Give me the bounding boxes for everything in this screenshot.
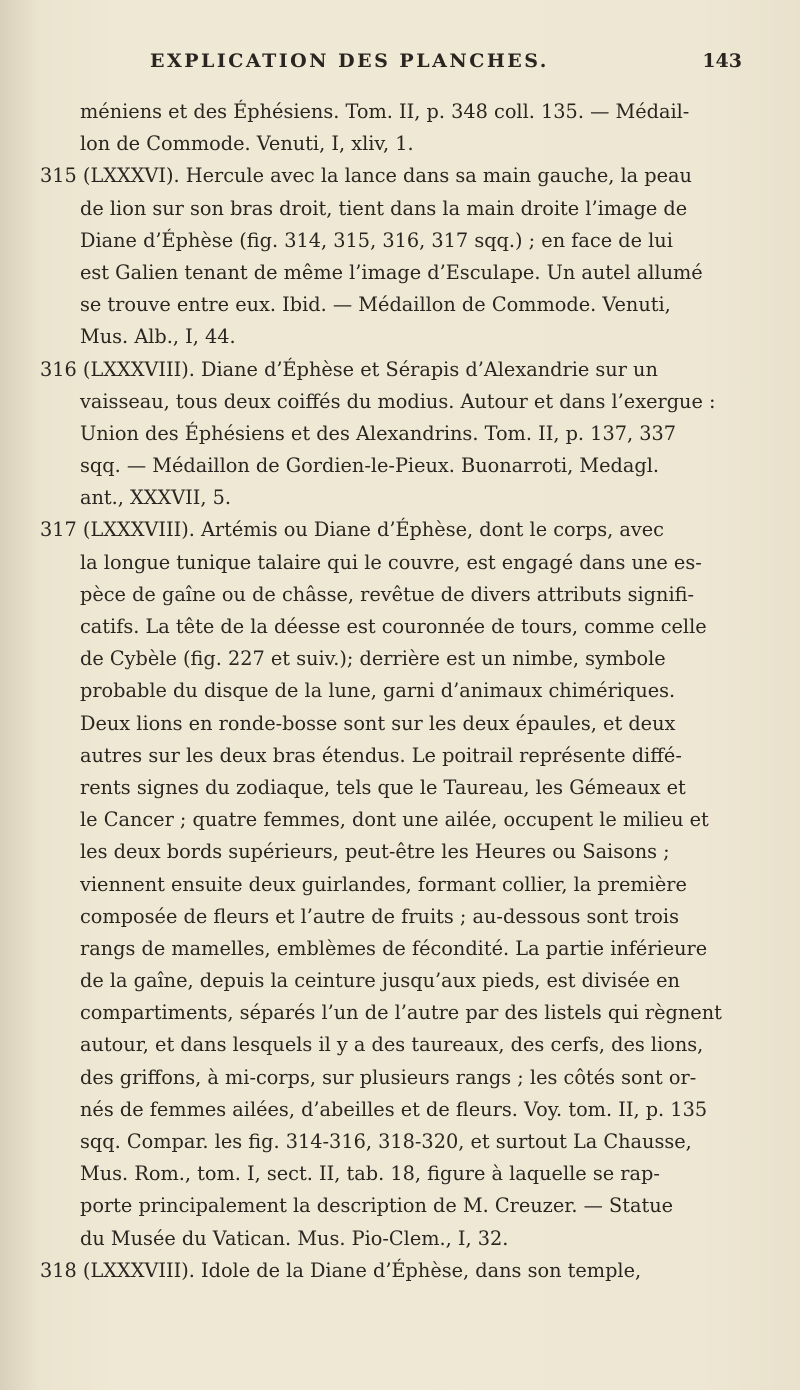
text-line: se trouve entre eux. Ibid. — Médaillon de Commode. Venuti, xyxy=(80,293,671,317)
text-line: autres sur les deux bras étendus. Le poitrail représente diffé- xyxy=(80,743,682,767)
text-line: compartiments, séparés l’un de l’autre par des listels qui règnent xyxy=(80,1001,722,1025)
text-line: sqq. — Médaillon de Gordien-le-Pieux. Buonarroti, Medagl. xyxy=(80,454,660,478)
text-line: de Cybèle (fig. 227 et suiv.); derrière est un nimbe, symbole xyxy=(80,647,666,671)
text-line: est Galien tenant de même l’image d’Esculape. Un autel allumé xyxy=(80,260,703,284)
text-line: viennent ensuite deux guirlandes, formant collier, la première xyxy=(80,872,687,896)
text-line: lon de Commode. Venuti, I, xliv, 1. xyxy=(80,132,414,156)
text-line: de lion sur son bras droit, tient dans la main droite l’image de xyxy=(80,196,688,220)
text-line: composée de fleurs et l’autre de fruits ; au-dessous sont trois xyxy=(80,904,679,928)
entry-line: 317 (LXXXVIII). Artémis ou Diane d’Éphèse, dont le corps, avec xyxy=(40,518,664,542)
text-line: Mus. Rom., tom. I, sect. II, tab. 18, figure à laquelle se rap- xyxy=(80,1162,660,1186)
entry-line: 316 (LXXXVIII). Diane d’Éphèse et Sérapis d’Alexandrie sur un xyxy=(40,357,658,381)
entry-line: 315 (LXXXVI). Hercule avec la lance dans sa main gauche, la peau xyxy=(40,164,692,188)
text-line: les deux bords supérieurs, peut-être les Heures ou Saisons ; xyxy=(80,840,670,864)
text-line: vaisseau, tous deux coiffés du modius. Autour et dans l’exergue : xyxy=(80,389,716,413)
text-line: autour, et dans lesquels il y a des taureaux, des cerfs, des lions, xyxy=(80,1033,704,1057)
text-line: pèce de gaîne ou de châsse, revêtue de divers attributs signifi- xyxy=(80,582,694,606)
text-line: des griffons, à mi-corps, sur plusieurs rangs ; les côtés sont or- xyxy=(80,1065,697,1089)
body-text xyxy=(40,96,780,1287)
text-line: Union des Éphésiens et des Alexandrins. Tom. II, p. 137, 337 xyxy=(80,421,677,445)
text-line: probable du disque de la lune, garni d’animaux chimériques. xyxy=(80,679,676,703)
text-line: méniens et des Éphésiens. Tom. II, p. 348 coll. 135. — Médail- xyxy=(80,100,690,123)
running-title: EXPLICATION DES PLANCHES. xyxy=(150,50,549,72)
entry-line: 318 (LXXXVIII). Idole de la Diane d’Éphèse, dans son temple, xyxy=(40,1258,642,1282)
text-line: de la gaîne, depuis la ceinture jusqu’aux pieds, est divisée en xyxy=(80,969,680,993)
text-line: rents signes du zodiaque, tels que le Taureau, les Gémeaux et xyxy=(80,775,686,799)
text-line: du Musée du Vatican. Mus. Pio-Clem., I, 32. xyxy=(80,1226,509,1250)
text-line: Mus. Alb., I, 44. xyxy=(80,325,236,349)
text-line: rangs de mamelles, emblèmes de fécondité. La partie inférieure xyxy=(80,936,708,960)
text-line: Deux lions en ronde-bosse sont sur les deux épaules, et deux xyxy=(80,711,676,735)
text-line: porte principalement la description de M. Creuzer. — Statue xyxy=(80,1194,674,1218)
text-line: sqq. Compar. les fig. 314-316, 318-320, et surtout La Chausse, xyxy=(80,1130,692,1153)
page-number: 143 xyxy=(702,50,742,72)
text-line: nés de femmes ailées, d’abeilles et de fleurs. Voy. tom. II, p. 135 xyxy=(80,1097,708,1121)
text-line: le Cancer ; quatre femmes, dont une ailée, occupent le milieu et xyxy=(80,808,709,832)
text-line: la longue tunique talaire qui le couvre, est engagé dans une es- xyxy=(80,550,702,574)
text-line: ant., XXXVII, 5. xyxy=(80,486,232,510)
text-line: Diane d’Éphèse (fig. 314, 315, 316, 317 sqq.) ; en face de lui xyxy=(80,228,673,252)
text-line: catifs. La tête de la déesse est couronnée de tours, comme celle xyxy=(80,615,707,638)
page-header xyxy=(40,50,780,84)
